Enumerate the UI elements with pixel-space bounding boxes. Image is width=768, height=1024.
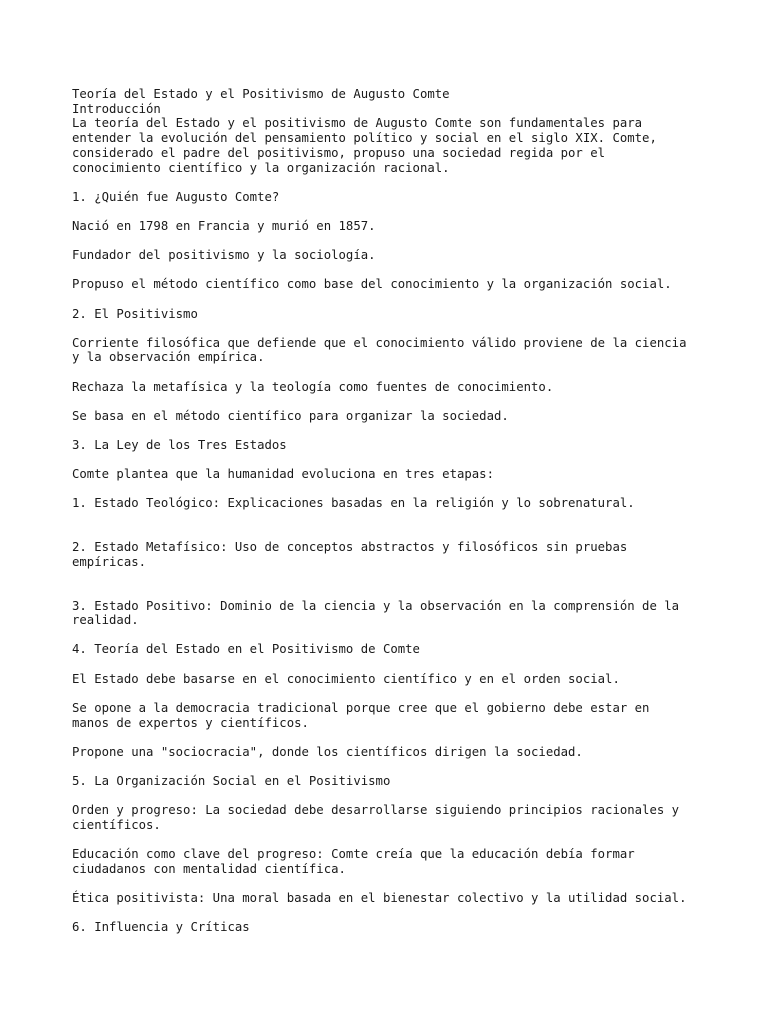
- intro-line: considerado el padre del positivismo, propuso una sociedad regida por el: [72, 145, 606, 160]
- paragraph-line: 2. Estado Metafísico: Uso de conceptos abstractos y filosóficos sin pruebas: [72, 540, 628, 555]
- section-1-heading: 1. ¿Quién fue Augusto Comte?: [72, 189, 280, 204]
- section-2-paragraph: [72, 336, 712, 365]
- section-2-heading: 2. El Positivismo: [72, 306, 198, 321]
- section-4-paragraph: El Estado debe basarse en el conocimiento científico y en el orden social.: [72, 671, 620, 686]
- document-title: Teoría del Estado y el Positivismo de Augusto Comte: [72, 87, 450, 101]
- paragraph-line: empíricas.: [72, 554, 147, 569]
- paragraph-line: Corriente filosófica que defiende que el conocimiento válido proviene de la ciencia: [72, 335, 687, 350]
- section-1-paragraph: Propuso el método científico como base del conocimiento y la organización social.: [72, 277, 672, 292]
- section-1-paragraph: Fundador del positivismo y la sociología.: [72, 248, 376, 263]
- paragraph-line: ciudadanos con mentalidad científica.: [72, 861, 346, 876]
- paragraph-line: científicos.: [72, 817, 161, 832]
- paragraph-line: Educación como clave del progreso: Comte creía que la educación debía formar: [72, 847, 635, 862]
- section-5-heading: 5. La Organización Social en el Positivismo: [72, 773, 391, 788]
- section-2-paragraph: Se basa en el método científico para organizar la sociedad.: [72, 408, 509, 423]
- paragraph-line: Se opone a la democracia tradicional porque cree que el gobierno debe estar en: [72, 700, 650, 715]
- stage-item-2: [72, 540, 712, 569]
- intro-line: conocimiento científico y la organización racional.: [72, 160, 450, 175]
- section-5-paragraph: [72, 847, 712, 876]
- section-3-paragraph: Comte plantea que la humanidad evoluciona en tres etapas:: [72, 467, 494, 482]
- section-5-paragraph: [72, 803, 712, 832]
- paragraph-line: Orden y progreso: La sociedad debe desarrollarse siguiendo principios racionales y: [72, 803, 680, 818]
- section-5-paragraph: Ética positivista: Una moral basada en el bienestar colectivo y la utilidad social.: [72, 891, 687, 905]
- section-4-paragraph: [72, 701, 712, 730]
- paragraph-line: manos de expertos y científicos.: [72, 715, 309, 730]
- section-4-heading: 4. Teoría del Estado en el Positivismo de Comte: [72, 642, 420, 657]
- intro-paragraph: [72, 116, 712, 175]
- paragraph-line: 3. Estado Positivo: Dominio de la ciencia y la observación en la comprensión de la: [72, 598, 680, 613]
- section-2-paragraph: Rechaza la metafísica y la teología como fuentes de conocimiento.: [72, 379, 554, 394]
- document-page: [72, 87, 712, 935]
- intro-heading: Introducción: [72, 101, 161, 116]
- intro-line: entender la evolución del pensamiento político y social en el siglo XIX. Comte,: [72, 131, 657, 146]
- section-6-heading: 6. Influencia y Críticas: [72, 920, 250, 935]
- paragraph-line: y la observación empírica.: [72, 350, 265, 365]
- stage-item-1: 1. Estado Teológico: Explicaciones basadas en la religión y lo sobrenatural.: [72, 496, 635, 511]
- section-4-paragraph: Propone una "sociocracia", donde los científicos dirigen la sociedad.: [72, 744, 583, 759]
- section-1-paragraph: Nació en 1798 en Francia y murió en 1857.: [72, 218, 376, 233]
- section-3-heading: 3. La Ley de los Tres Estados: [72, 438, 287, 453]
- paragraph-line: realidad.: [72, 613, 139, 628]
- stage-item-3: [72, 599, 712, 628]
- intro-line: La teoría del Estado y el positivismo de Augusto Comte son fundamentales para: [72, 116, 643, 131]
